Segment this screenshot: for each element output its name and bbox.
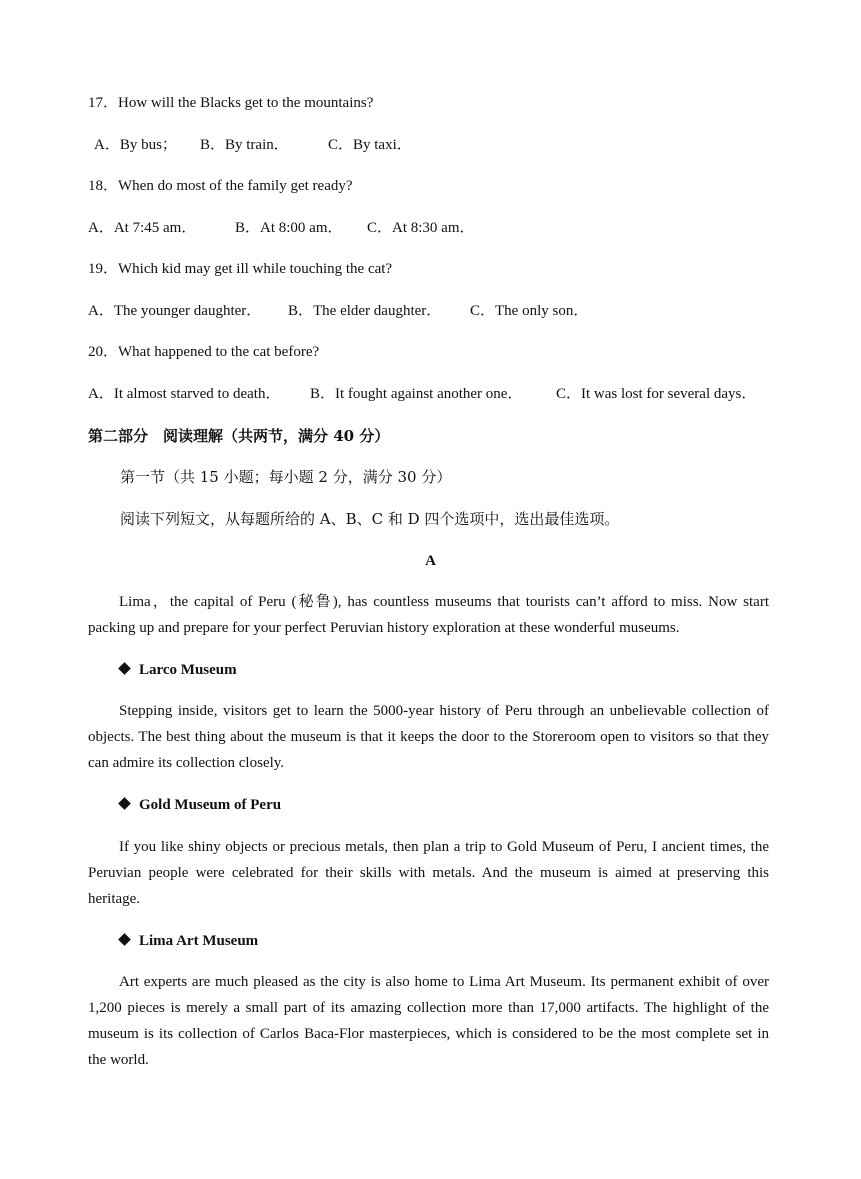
option-b: B．It fought against another one． (310, 386, 523, 402)
passage-intro: Lima，the capital of Peru (秘鲁), has countless museums that tourists can’t afford to miss. Now start packing up and prepare for your perfect Peruvian history exploration at these wonderful museums. (88, 594, 769, 636)
museum-heading-larco (120, 660, 237, 680)
diamond-bullet-icon (118, 797, 131, 810)
question-17-stem: 17．How will the Blacks get to the mountains? (88, 95, 374, 111)
option-b: B．The elder daughter． (288, 303, 442, 319)
diamond-bullet-icon (118, 662, 131, 675)
part2-title: 第二部分 阅读理解（共两节，满分 40 分） (88, 427, 390, 445)
question-20-options (88, 384, 756, 404)
museum-name: Lima Art Museum (139, 933, 259, 949)
museum-text-larco: Stepping inside, visitors get to learn the 5000-year history of Peru through an unbelievable collection of objects. The best thing about the museum is that it keeps the door to the Storeroom open to visitors so that they can admire its collection closely. (88, 703, 769, 771)
museum-heading-gold (120, 795, 281, 815)
question-19-options (88, 301, 588, 321)
option-a: A．By bus； (94, 137, 177, 153)
option-b: B．By train． (200, 137, 289, 153)
question-18-stem: 18．When do most of the family get ready? (88, 178, 353, 194)
option-c: C．By taxi． (328, 137, 412, 153)
option-c: C．At 8:30 am． (367, 220, 475, 236)
option-c: C．The only son． (470, 303, 589, 319)
question-17-options (94, 135, 412, 155)
question-18-options (88, 218, 475, 238)
museum-text-lima-art: Art experts are much pleased as the city is also home to Lima Art Museum. Its permanent exhibit of over 1,200 pieces is merely a small part of its amazing collection more than 17,000 artifacts. The highlight of the museum is its collection of Carlos Baca-Flor masterpieces, which is considered to be the most complete set in the world. (88, 974, 769, 1068)
museum-heading-lima-art (120, 931, 258, 951)
option-a: A．At 7:45 am． (88, 220, 197, 236)
option-a: A．It almost starved to death． (88, 386, 281, 402)
option-a: A．The younger daughter． (88, 303, 262, 319)
diamond-bullet-icon (118, 933, 131, 946)
option-c: C．It was lost for several days． (556, 386, 757, 402)
museum-name: Gold Museum of Peru (139, 797, 282, 813)
passage-label: A (425, 553, 436, 569)
museum-text-gold: If you like shiny objects or precious metals, then plan a trip to Gold Museum of Peru, I ancient times, the Peruvian people were celebrated for their skills with metals. And the museum is aimed at preserving this heritage. (88, 839, 769, 907)
section1-instruction: 阅读下列短文，从每题所给的 A、B、C 和 D 四个选项中，选出最佳选项。 (120, 510, 620, 528)
question-20-stem: 20．What happened to the cat before? (88, 344, 320, 360)
museum-name: Larco Museum (139, 662, 237, 678)
question-19-stem: 19．Which kid may get ill while touching the cat? (88, 261, 393, 277)
option-b: B．At 8:00 am． (235, 220, 343, 236)
section1-title: 第一节（共 15 小题；每小题 2 分，满分 30 分） (120, 468, 452, 486)
